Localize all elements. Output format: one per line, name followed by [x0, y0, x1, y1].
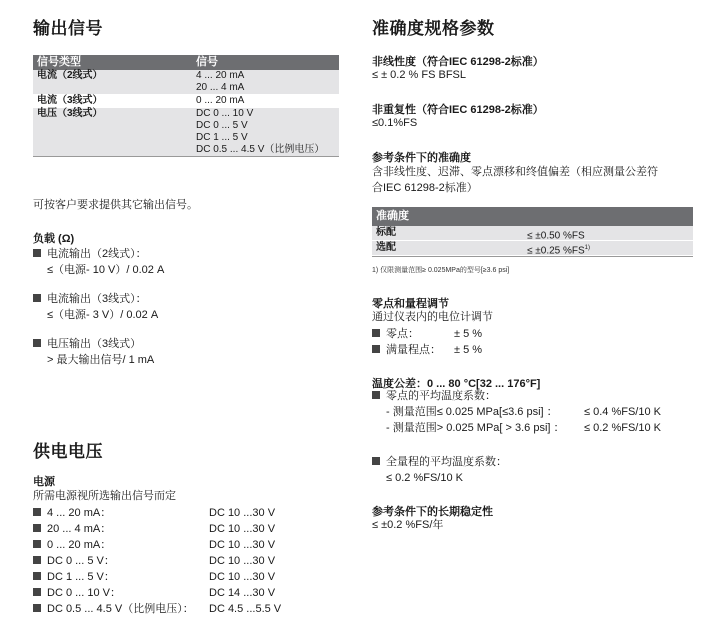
accuracy-table-header [372, 207, 693, 226]
load-item [33, 246, 333, 278]
load-item [33, 291, 333, 323]
power-row [33, 521, 333, 537]
bullet-icon [33, 556, 41, 564]
accuracy-row-value: ≤ ±0.50 %FS [527, 230, 585, 242]
zero-span-value: ± 5 % [454, 344, 483, 356]
accuracy-row-label: 标配 [376, 227, 396, 238]
power-row [33, 537, 333, 553]
bullet-icon [33, 524, 41, 532]
bullet-icon [33, 588, 41, 596]
output-table-row [33, 144, 339, 156]
accuracy-footnote: 1) 仅限测量范围≥ 0.025MPa的型号[≥3.6 psi] [372, 267, 510, 274]
output-row-signal: DC 0.5 ... 4.5 V（比例电压） [196, 144, 325, 155]
accuracy-table-row [372, 226, 693, 241]
temp-coefficient-row [372, 404, 702, 420]
power-row-signal: 20 ... 4 mA： [47, 523, 112, 535]
temp-coefficient-row [372, 420, 702, 436]
output-row-signal: 0 ... 20 mA [196, 95, 245, 106]
zero-span-label: 零点： [386, 328, 419, 340]
accuracy-table [372, 207, 693, 257]
load-title: 负载 (Ω) [33, 233, 75, 245]
output-table-row [33, 132, 339, 144]
accuracy-table-header-label: 准确度 [376, 210, 409, 222]
zero-span-desc: 通过仪表内的电位计调节 [372, 311, 493, 323]
bullet-icon [33, 540, 41, 548]
zero-span-label: 满量程点： [386, 344, 441, 356]
load-item-label: 电流输出（3线式）： [47, 293, 147, 305]
temp-span-label: 全量程的平均温度系数： [386, 456, 507, 468]
reference-accuracy-desc-line1: 含非线性度、迟滞、零点漂移和终值偏差（相应测量公差符 [372, 166, 658, 178]
bullet-icon [372, 457, 380, 465]
load-item-line1 [33, 291, 333, 307]
output-row-signal: 4 ... 20 mA [196, 70, 245, 81]
bullet-icon [33, 249, 41, 257]
power-row-voltage: DC 4.5 ...5.5 V [209, 603, 282, 615]
temp-coefficient-range: - 测量范围> 0.025 MPa[ > 3.6 psi] ： [386, 422, 565, 434]
temp-coefficient-range: - 测量范围≤ 0.025 MPa[≤3.6 psi] ： [386, 406, 558, 418]
output-table-row [33, 95, 339, 107]
bullet-icon [372, 345, 380, 353]
accuracy-spec-title: 准确度规格参数 [372, 19, 495, 38]
output-signal-table [33, 55, 339, 157]
nonlinearity-title: 非线性度（符合IEC 61298-2标准） [372, 56, 544, 68]
reference-accuracy-title: 参考条件下的准确度 [372, 152, 471, 164]
bullet-icon [33, 339, 41, 347]
power-row-signal: 4 ... 20 mA： [47, 507, 112, 519]
accuracy-row-label: 选配 [376, 242, 396, 253]
output-table-col-signal: 信号 [196, 56, 218, 68]
output-table-row [33, 108, 339, 120]
power-row [33, 585, 333, 601]
load-item-formula: > 最大输出信号/ 1 mA [47, 354, 155, 366]
power-row [33, 569, 333, 585]
output-table-row [33, 70, 339, 82]
power-row-voltage: DC 14 ...30 V [209, 587, 276, 599]
bullet-icon [33, 508, 41, 516]
zero-span-value: ± 5 % [454, 328, 483, 340]
accuracy-row-value-wrap [527, 241, 590, 258]
power-row-signal: 0 ... 20 mA： [47, 539, 112, 551]
power-row [33, 505, 333, 521]
power-row [33, 553, 333, 569]
output-signal-title: 输出信号 [33, 19, 103, 38]
temp-coefficient-value: ≤ 0.2 %FS/10 K [584, 422, 661, 434]
long-term-stability-value: ≤ ±0.2 %FS/年 [372, 519, 444, 531]
power-row [33, 601, 333, 617]
load-item-label: 电压输出（3线式） [47, 338, 142, 350]
bullet-icon [372, 391, 380, 399]
zero-span-title: 零点和量程调节 [372, 298, 449, 310]
output-row-type: 电流（2线式） [37, 70, 103, 81]
nonrepeatability-value: ≤0.1%FS [372, 117, 418, 129]
temp-span-item [372, 454, 507, 470]
power-row-voltage: DC 10 ...30 V [209, 555, 276, 567]
output-table-row [33, 120, 339, 132]
load-item [33, 336, 333, 368]
accuracy-table-row [372, 241, 693, 256]
accuracy-row-value: ≤ ±0.25 %FS [527, 245, 585, 257]
load-item-line1 [33, 336, 333, 352]
zero-span-item [372, 342, 672, 358]
long-term-stability-title: 参考条件下的长期稳定性 [372, 506, 493, 518]
bullet-icon [33, 572, 41, 580]
load-item-formula: ≤（电源- 3 V）/ 0.02 A [47, 309, 159, 321]
footnote-marker: 1) [584, 245, 591, 251]
power-row-signal: DC 0 ... 10 V： [47, 587, 121, 599]
temp-zero-label: 零点的平均温度系数： [386, 390, 496, 402]
power-title: 电源 [33, 476, 55, 488]
output-row-signal: 20 ... 4 mA [196, 82, 245, 93]
output-row-signal: DC 1 ... 5 V [196, 132, 248, 143]
reference-accuracy-desc-line2: 合IEC 61298-2标准） [372, 182, 478, 194]
temp-coefficient-value: ≤ 0.4 %FS/10 K [584, 406, 661, 418]
nonrepeatability-title: 非重复性（符合IEC 61298-2标准） [372, 104, 544, 116]
output-table-col-type: 信号类型 [37, 56, 81, 68]
load-item-label: 电流输出（2线式）： [47, 248, 147, 260]
zero-span-item [372, 326, 672, 342]
output-table-row [33, 82, 339, 94]
power-row-voltage: DC 10 ...30 V [209, 507, 276, 519]
table-bottom-rule [33, 156, 339, 157]
output-row-signal: DC 0 ... 5 V [196, 120, 248, 131]
power-row-voltage: DC 10 ...30 V [209, 539, 276, 551]
nonlinearity-value: ≤ ± 0.2 % FS BFSL [372, 69, 466, 81]
bullet-icon [372, 329, 380, 337]
supply-voltage-title: 供电电压 [33, 442, 103, 461]
output-row-type: 电压（3线式） [37, 108, 103, 119]
power-row-signal: DC 0 ... 5 V： [47, 555, 115, 567]
temp-zero-item [372, 388, 496, 404]
power-row-voltage: DC 10 ...30 V [209, 523, 276, 535]
load-item-formula: ≤（电源- 10 V）/ 0.02 A [47, 264, 165, 276]
output-row-signal: DC 0 ... 10 V [196, 108, 254, 119]
load-item-line1 [33, 246, 333, 262]
bullet-icon [33, 604, 41, 612]
custom-output-note: 可按客户要求提供其它输出信号。 [33, 199, 198, 211]
output-row-type: 电流（3线式） [37, 95, 103, 106]
power-description: 所需电源视所选输出信号而定 [33, 490, 176, 502]
power-row-signal: DC 1 ... 5 V： [47, 571, 115, 583]
temp-span-value: ≤ 0.2 %FS/10 K [386, 472, 463, 484]
bullet-icon [33, 294, 41, 302]
power-row-signal: DC 0.5 ... 4.5 V（比例电压）： [47, 603, 194, 615]
temperature-tolerance-title: 温度公差：0 ... 80 °C[32 ... 176°F] [372, 378, 541, 390]
output-table-header [33, 55, 339, 70]
power-row-voltage: DC 10 ...30 V [209, 571, 276, 583]
